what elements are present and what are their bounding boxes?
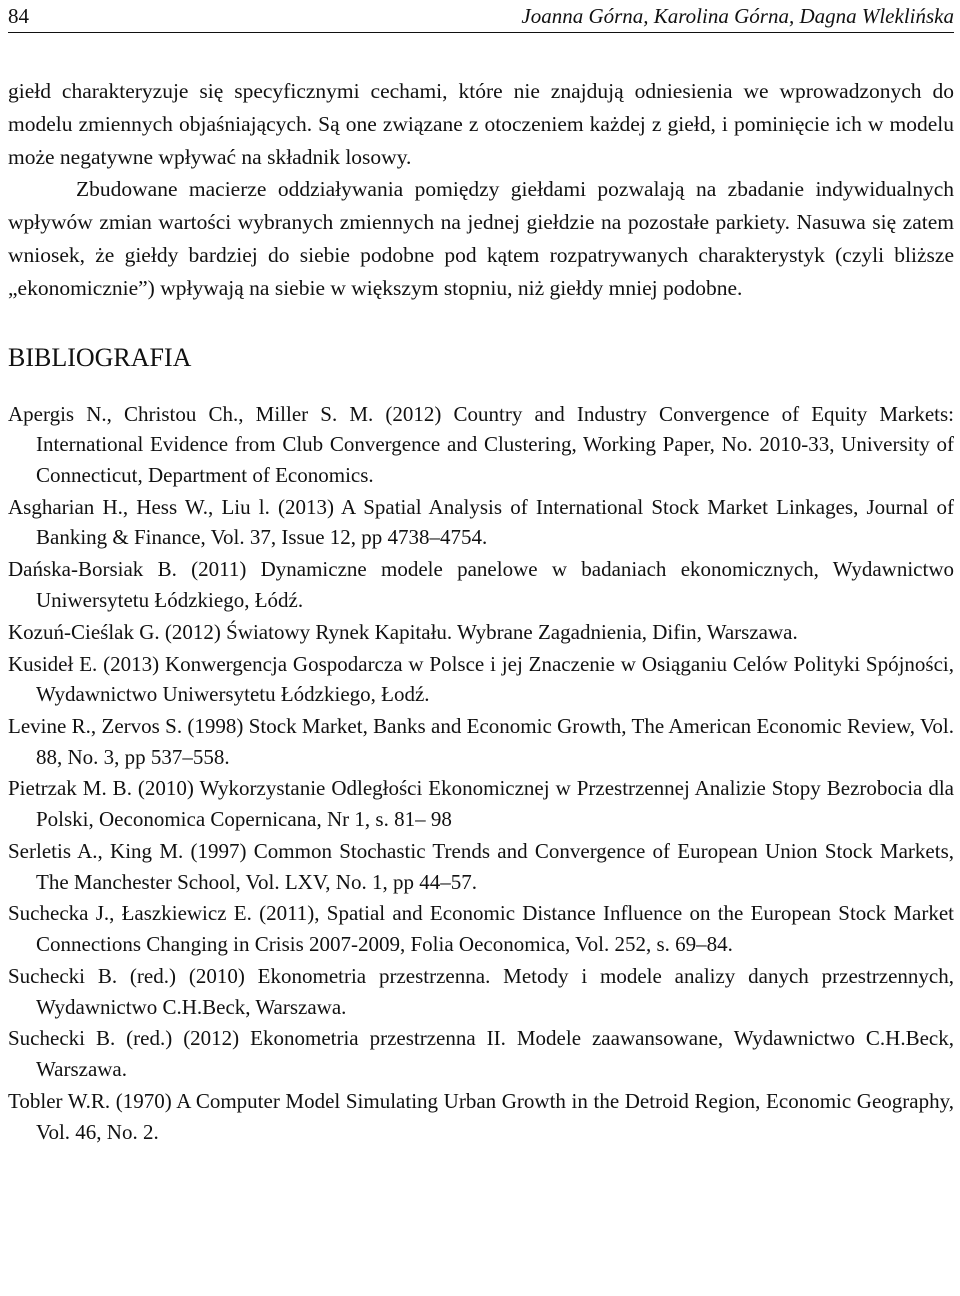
running-header-authors: Joanna Górna, Karolina Górna, Dagna Wleklińska [521, 4, 954, 28]
document-page [8, 0, 954, 1148]
bibliography-entry: Asgharian H., Hess W., Liu l. (2013) A Spatial Analysis of International Stock Market Linkages, Journal of Banking & Finance, Vol. 37, Issue 12, pp 4738–4754. [8, 494, 954, 550]
bibliography-entry: Apergis N., Christou Ch., Miller S. M. (2012) Country and Industry Convergence of Equity Markets: International Evidence from Club Convergence and Clustering, Working Paper, No. 2010-33, University of Connecticut, Department of Economics. [8, 401, 954, 487]
bibliography-entry: Kusideł E. (2013) Konwergencja Gospodarcza w Polsce i jej Znaczenie w Osiąganiu Celów Polityki Spójności, Wydawnictwo Uniwersytetu Łódzkiego, Łodź. [8, 651, 954, 707]
bibliography-entry: Pietrzak M. B. (2010) Wykorzystanie Odległości Ekonomicznej w Przestrzennej Analizie Stopy Bezrobocia dla Polski, Oeconomica Copernicana, Nr 1, s. 81– 98 [8, 776, 954, 832]
body-text [8, 75, 954, 305]
bibliography-entry: Tobler W.R. (1970) A Computer Model Simulating Urban Growth in the Detroid Region, Economic Geography, Vol. 46, No. 2. [8, 1088, 954, 1144]
body-paragraph: Zbudowane macierze oddziaływania pomiędzy giełdami pozwalają na zbadanie indywidualnych wpływów zmian wartości wybranych zmiennych na jednej giełdzie na pozostałe parkiety. Nasuwa się zatem wniosek, że giełdy bardziej do siebie podobne pod kątem rozpatrywanych charakterystyk (czyli bliższe „ekonomicznie”) wpływają na siebie w większym stopniu, niż giełdy mniej podobne. [8, 177, 954, 300]
running-header [8, 0, 954, 33]
bibliography-entry: Suchecka J., Łaszkiewicz E. (2011), Spatial and Economic Distance Influence on the European Stock Market Connections Changing in Crisis 2007-2009, Folia Oeconomica, Vol. 252, s. 69–84. [8, 901, 954, 957]
bibliography-entry: Suchecki B. (red.) (2010) Ekonometria przestrzenna. Metody i modele analizy danych przestrzennych, Wydawnictwo C.H.Beck, Warszawa. [8, 963, 954, 1019]
bibliography-entry: Serletis A., King M. (1997) Common Stochastic Trends and Convergence of European Union Stock Markets, The Manchester School, Vol. LXV, No. 1, pp 44–57. [8, 838, 954, 894]
page-number: 84 [8, 4, 29, 28]
bibliography-list [8, 399, 954, 1148]
bibliography-entry: Dańska-Borsiak B. (2011) Dynamiczne modele panelowe w badaniach ekonomicznych, Wydawnictwo Uniwersytetu Łódzkiego, Łódź. [8, 557, 954, 612]
body-paragraph: giełd charakteryzuje się specyficznymi cechami, które nie znajdują odniesienia we wprowadzonych do modelu zmiennych objaśniających. Są one związane z otoczeniem każdej z giełd, i pominięcie ich w modelu może negatywne wpływać na składnik losowy. [8, 79, 954, 169]
bibliography-entry: Suchecki B. (red.) (2012) Ekonometria przestrzenna II. Modele zaawansowane, Wydawnictwo C.H.Beck, Warszawa. [8, 1026, 954, 1082]
bibliography-entry: Levine R., Zervos S. (1998) Stock Market, Banks and Economic Growth, The American Economic Review, Vol. 88, No. 3, pp 537–558. [8, 714, 954, 769]
bibliography-heading: BIBLIOGRAFIA [8, 342, 192, 372]
bibliography-entry: Kozuń-Cieślak G. (2012) Światowy Rynek Kapitału. Wybrane Zagadnienia, Difin, Warszawa. [8, 619, 798, 644]
